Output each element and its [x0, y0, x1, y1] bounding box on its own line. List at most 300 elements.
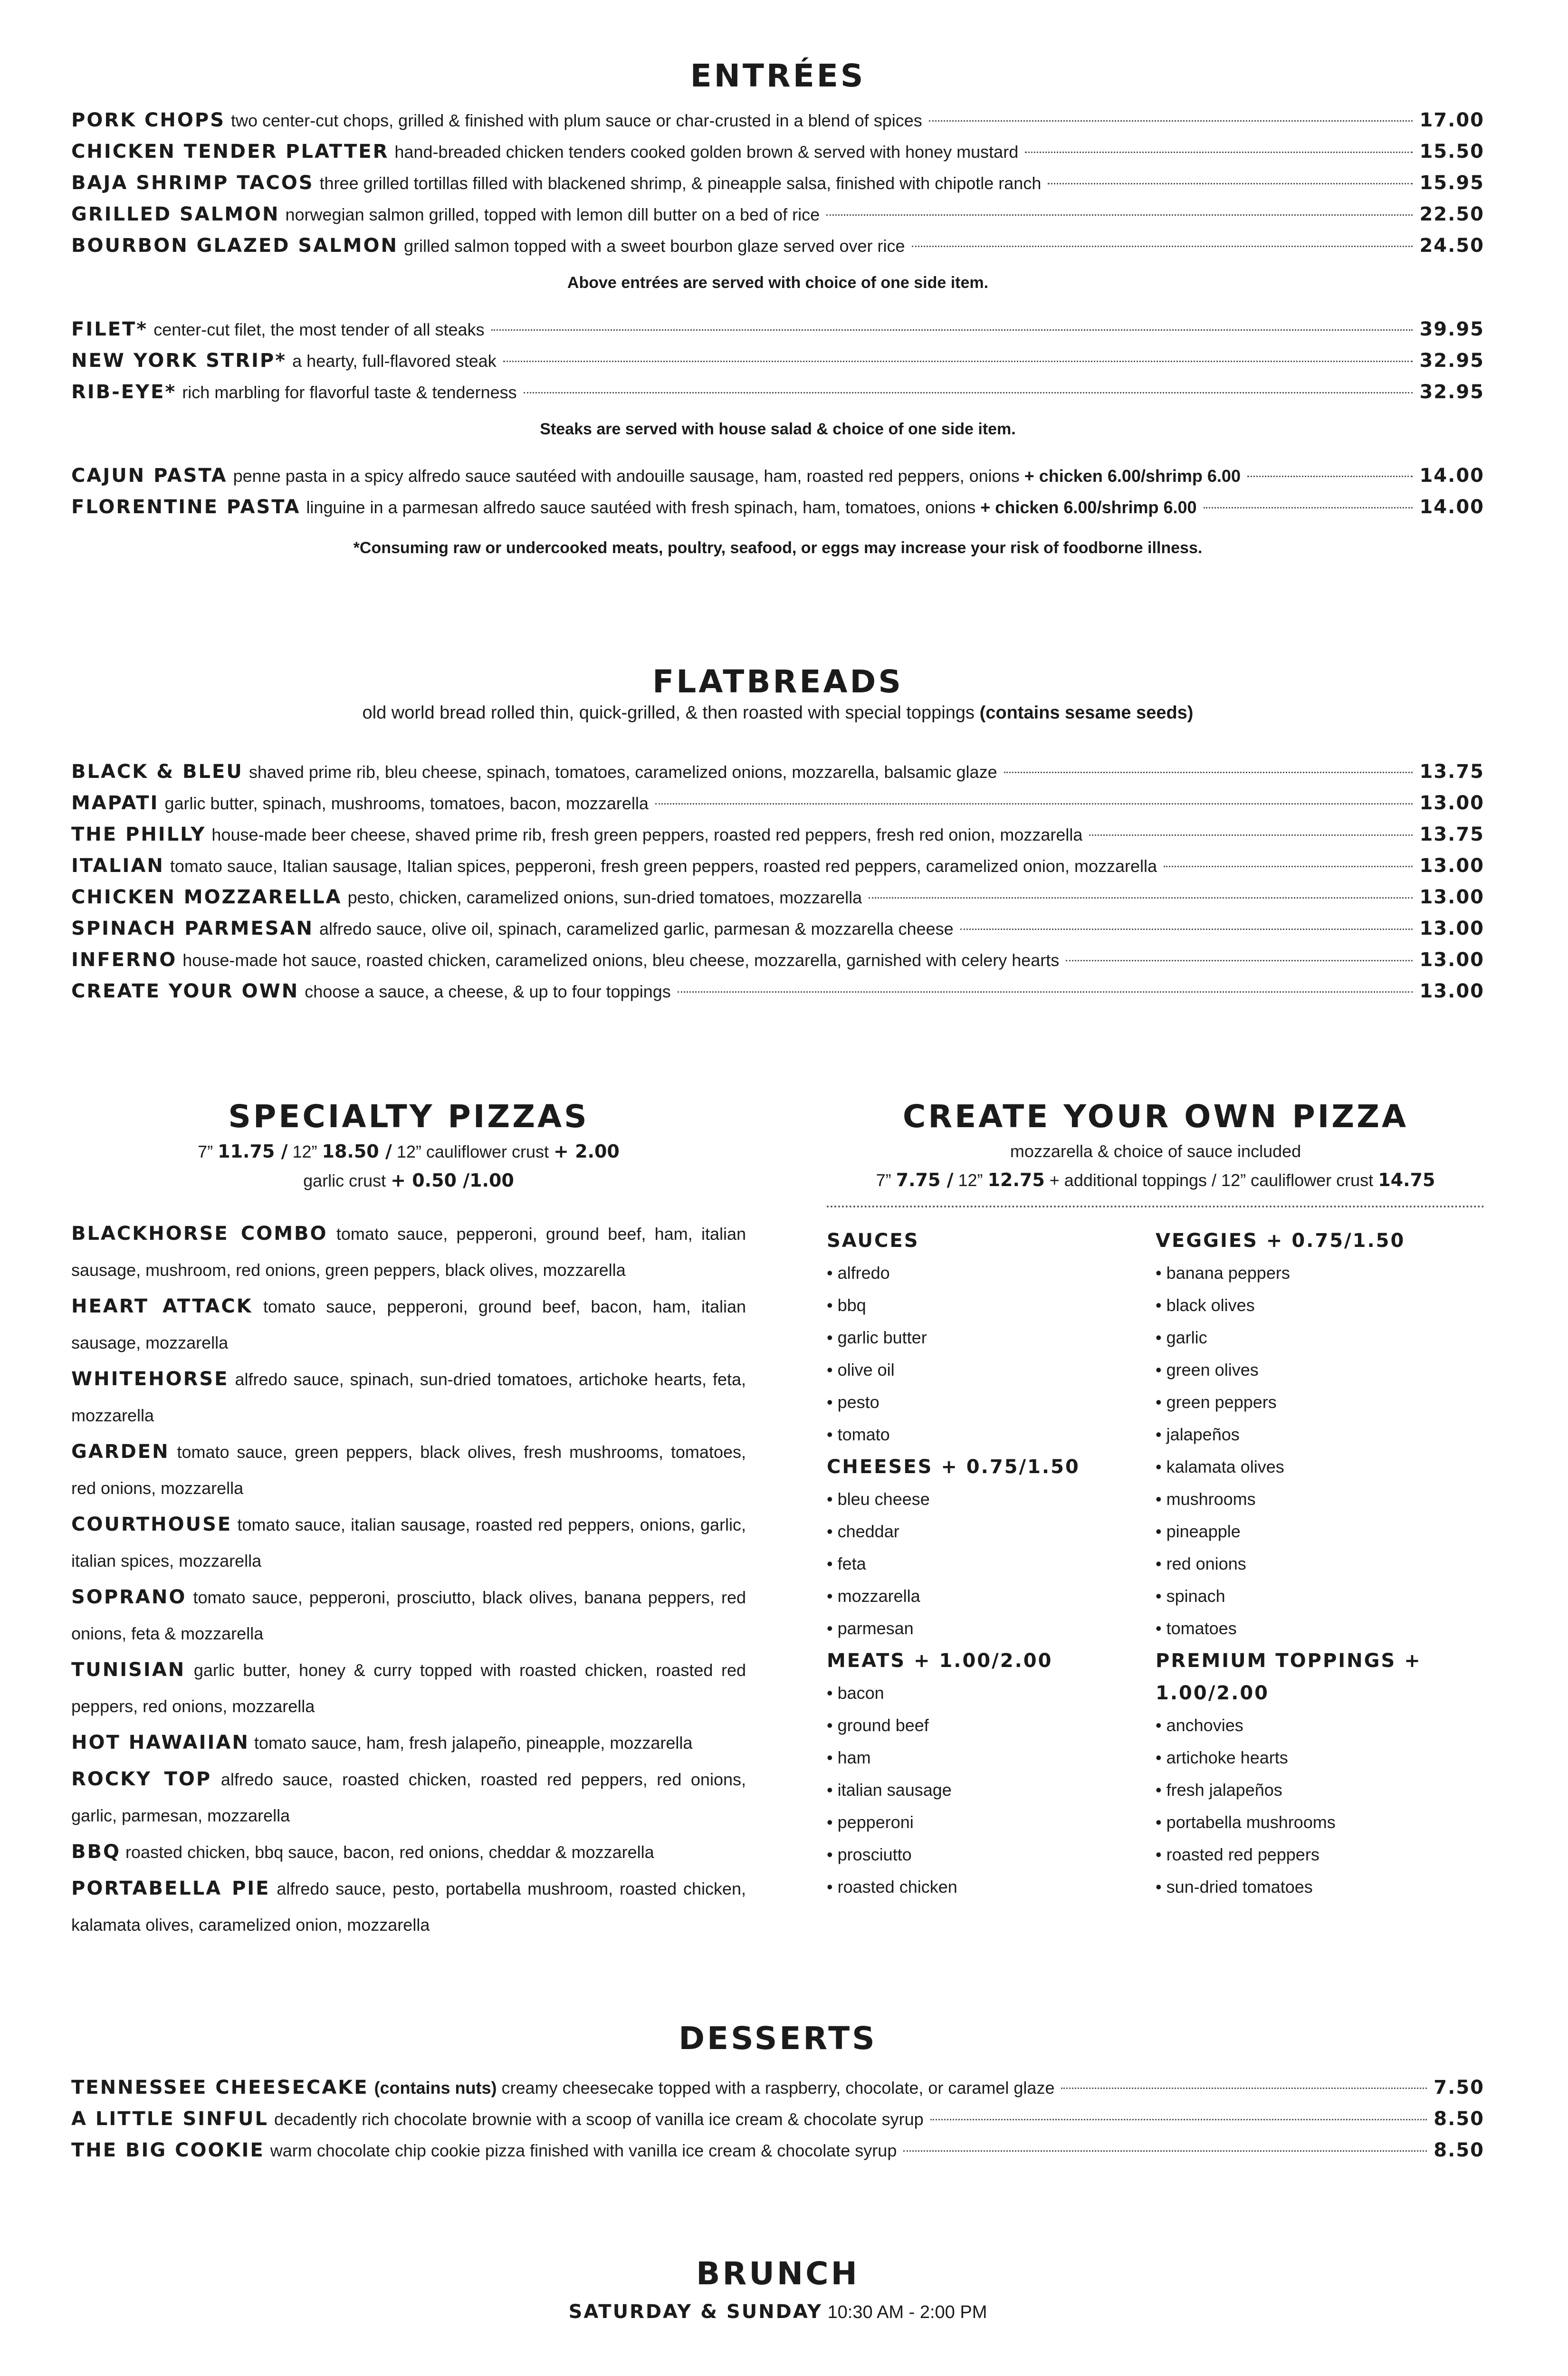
flatbread-item [71, 976, 1484, 1007]
byo-cauliflower-price: 14.75 [1378, 1169, 1435, 1190]
topping-label: bacon [837, 1683, 884, 1703]
bullet-icon: • [827, 1554, 838, 1573]
item-price: 13.00 [1419, 918, 1484, 939]
bullet-icon: • [827, 1522, 838, 1541]
item-description [394, 136, 1018, 168]
pizza-name: HOT HAWAIIAN [71, 1732, 249, 1753]
topping-label: parmesan [837, 1619, 914, 1638]
item-price: 13.00 [1419, 855, 1484, 877]
item-price: 13.00 [1419, 792, 1484, 814]
topping-option [827, 1774, 1156, 1806]
item-name: A LITTLE SINFUL [71, 2108, 268, 2130]
item-price: 13.75 [1419, 824, 1484, 845]
specialty-price-line [71, 1136, 746, 1168]
item-price: 17.00 [1419, 109, 1484, 131]
item-price: 14.00 [1419, 465, 1484, 487]
specialty-pizza-item [71, 1870, 746, 1943]
topping-label: red onions [1166, 1554, 1246, 1573]
topping-option [827, 1418, 1156, 1451]
item-description [374, 2072, 1055, 2104]
item-description [285, 199, 820, 230]
bullet-icon: • [1156, 1295, 1166, 1315]
pizza-name: BLACKHORSE COMBO [71, 1223, 328, 1245]
dot-leader [903, 2150, 1427, 2152]
steaks-note: Steaks are served with house salad & choice of one side item. [540, 420, 1016, 438]
item-name: BLACK & BLEU [71, 761, 243, 783]
specialty-title: SPECIALTY PIZZAS [228, 1098, 589, 1135]
topping-option [827, 1257, 1156, 1289]
topping-label: olive oil [837, 1360, 895, 1380]
topping-label: spinach [1166, 1586, 1225, 1606]
item-description [306, 492, 1196, 523]
item-price: 22.50 [1419, 203, 1484, 225]
item-name: FILET* [71, 318, 148, 340]
topping-option [1156, 1806, 1484, 1839]
item-description [231, 105, 922, 136]
bullet-icon: • [827, 1619, 838, 1638]
topping-label: green peppers [1166, 1392, 1277, 1412]
brunch-title: BRUNCH [696, 2255, 860, 2292]
item-addon: + chicken 6.00/shrimp 6.00 [980, 498, 1197, 517]
pizza-name: SOPRANO [71, 1586, 187, 1608]
item-price: 13.75 [1419, 761, 1484, 783]
dot-leader [655, 803, 1413, 805]
garlic-crust-label: garlic crust [303, 1171, 386, 1190]
specialty-list [71, 1216, 746, 1943]
dot-leader [929, 120, 1413, 122]
flatbreads-subtitle [71, 701, 1484, 725]
specialty-pizza-item [71, 1361, 746, 1434]
topping-label: italian sausage [837, 1780, 952, 1800]
bullet-icon: • [1156, 1328, 1166, 1347]
pizza-description: tomato sauce, pepperoni, prosciutto, black olives, banana peppers, red onions, feta & mozzarella [71, 1588, 746, 1643]
brunch-hours: 10:30 AM - 2:00 PM [827, 2302, 987, 2322]
bullet-icon: • [827, 1360, 838, 1380]
specialty-pizza-item [71, 1288, 746, 1361]
item-description-text: penne pasta in a spicy alfredo sauce sautéed with andouille sausage, ham, roasted red peppers, onions [233, 466, 1020, 486]
item-price: 14.00 [1419, 496, 1484, 518]
topping-option [1156, 1386, 1484, 1418]
topping-option [827, 1289, 1156, 1322]
topping-label: roasted chicken [837, 1877, 957, 1897]
entrees-note: Above entrées are served with choice of one side item. [567, 274, 989, 292]
byo-left-column [827, 1225, 1156, 1903]
bullet-icon: • [827, 1295, 838, 1315]
item-description [305, 976, 671, 1007]
dot-leader [1025, 152, 1413, 153]
item-name: CREATE YOUR OWN [71, 980, 299, 1002]
topping-option [827, 1677, 1156, 1709]
pizza-name: TUNISIAN [71, 1659, 186, 1681]
flatbread-item [71, 944, 1484, 976]
pizza-name: ROCKY TOP [71, 1768, 212, 1790]
item-price: 13.00 [1419, 949, 1484, 971]
price-12: 18.50 / [322, 1141, 392, 1162]
bullet-icon: • [1156, 1780, 1166, 1800]
dot-leader [1048, 183, 1413, 184]
topping-option [1156, 1257, 1484, 1289]
item-description-text: center-cut filet, the most tender of all steaks [153, 320, 485, 339]
item-description [319, 913, 954, 945]
item-description-text: house-made beer cheese, shaved prime rib, fresh green peppers, roasted red peppers, fresh red onion, mozzarella [211, 825, 1083, 844]
item-name: MAPATI [71, 792, 159, 814]
pizza-name: GARDEN [71, 1441, 170, 1463]
pizza-description: alfredo sauce, pesto, portabella mushroom, roasted chicken, kalamata olives, caramelized onion, mozzarella [71, 1879, 746, 1935]
dot-leader [1204, 507, 1413, 508]
price-7: 11.75 / [218, 1141, 288, 1162]
item-name: BAJA SHRIMP TACOS [71, 172, 314, 194]
byo-title: CREATE YOUR OWN PIZZA [902, 1098, 1409, 1135]
garlic-crust-line [71, 1165, 746, 1197]
byo-size-7: 7” [876, 1170, 891, 1190]
item-description [274, 2104, 924, 2135]
topping-option [827, 1806, 1156, 1839]
item-price: 24.50 [1419, 235, 1484, 257]
topping-label: pineapple [1166, 1522, 1241, 1541]
topping-option [1156, 1580, 1484, 1612]
item-name: INFERNO [71, 949, 177, 971]
flatbreads-allergen: (contains sesame seeds) [979, 703, 1194, 723]
item-description [249, 757, 997, 788]
topping-option [827, 1742, 1156, 1774]
dot-leader [1089, 834, 1413, 836]
item-description-text: norwegian salmon grilled, topped with lemon dill butter on a bed of rice [285, 205, 820, 224]
bullet-icon: • [1156, 1554, 1166, 1573]
specialty-pizza-item [71, 1834, 746, 1870]
topping-option [827, 1871, 1156, 1903]
item-description-text: two center-cut chops, grilled & finished with plum sauce or char-crusted in a blend of spices [231, 111, 922, 130]
pizza-name: PORTABELLA PIE [71, 1878, 270, 1899]
item-addon: + chicken 6.00/shrimp 6.00 [1024, 466, 1241, 486]
pizza-description: tomato sauce, green peppers, black olives, fresh mushrooms, tomatoes, red onions, mozzarella [71, 1442, 746, 1498]
bullet-icon: • [827, 1683, 838, 1703]
item-name: RIB-EYE* [71, 381, 177, 403]
byo-price-12: 12.75 [987, 1169, 1045, 1190]
dot-leader [912, 246, 1413, 247]
byo-size-12: 12” [958, 1170, 983, 1190]
pizza-description: alfredo sauce, roasted chicken, roasted red peppers, red onions, garlic, parmesan, mozzarella [71, 1770, 746, 1825]
entree-item [71, 199, 1484, 230]
pizza-description: alfredo sauce, spinach, sun-dried tomatoes, artichoke hearts, feta, mozzarella [71, 1370, 746, 1425]
entrees-section [71, 57, 1484, 560]
topping-option [1156, 1742, 1484, 1774]
topping-label: kalamata olives [1166, 1457, 1284, 1476]
dot-leader [869, 897, 1413, 899]
bullet-icon: • [1156, 1586, 1166, 1606]
topping-label: ham [837, 1748, 871, 1767]
bullet-icon: • [1156, 1425, 1166, 1444]
topping-label: banana peppers [1166, 1263, 1290, 1283]
pizza-name: HEART ATTACK [71, 1295, 253, 1317]
flatbread-item [71, 787, 1484, 819]
pizza-description: garlic butter, honey & curry topped with roasted chicken, roasted red peppers, red onions, mozzarella [71, 1660, 746, 1716]
item-description [270, 2135, 897, 2166]
bullet-icon: • [1156, 1522, 1166, 1541]
topping-option [1156, 1612, 1484, 1645]
item-description-text: rich marbling for flavorful taste & tenderness [182, 383, 517, 402]
topping-option [1156, 1774, 1484, 1806]
item-price: 39.95 [1419, 318, 1484, 340]
item-name: GRILLED SALMON [71, 203, 280, 225]
topping-option [827, 1580, 1156, 1612]
bullet-icon: • [827, 1748, 838, 1767]
item-description [404, 230, 905, 262]
byo-price-line [827, 1164, 1484, 1196]
item-description [170, 851, 1157, 882]
bullet-icon: • [1156, 1845, 1166, 1864]
specialty-pizza-item [71, 1506, 746, 1579]
bullet-icon: • [1156, 1812, 1166, 1832]
entree-item [71, 167, 1484, 199]
flatbread-list [71, 756, 1484, 1007]
item-description-text: decadently rich chocolate brownie with a scoop of vanilla ice cream & chocolate syrup [274, 2109, 924, 2129]
topping-label: pepperoni [837, 1812, 914, 1832]
topping-option [827, 1483, 1156, 1515]
item-description-text: choose a sauce, a cheese, & up to four toppings [305, 982, 671, 1001]
bullet-icon: • [1156, 1263, 1166, 1283]
dot-leader [491, 329, 1413, 331]
pizza-name: COURTHOUSE [71, 1514, 232, 1535]
topping-label: ground beef [837, 1715, 929, 1735]
bullet-icon: • [1156, 1360, 1166, 1380]
create-your-own-section [827, 1098, 1484, 1903]
item-description-text: linguine in a parmesan alfredo sauce sautéed with fresh spinach, ham, tomatoes, onions [306, 498, 976, 517]
dessert-item [71, 2135, 1484, 2166]
item-name: THE PHILLY [71, 824, 206, 845]
item-price: 13.00 [1419, 886, 1484, 908]
pasta-item [71, 491, 1484, 523]
dot-leader [678, 991, 1413, 993]
topping-label: anchovies [1166, 1715, 1243, 1735]
item-description [153, 314, 484, 345]
topping-group-title: MEATS + 1.00/2.00 [827, 1650, 1053, 1672]
specialty-pizza-item [71, 1761, 746, 1834]
item-name: THE BIG COOKIE [71, 2139, 265, 2161]
desserts-section [71, 2020, 1484, 2166]
flatbreads-subtitle-text: old world bread rolled thin, quick-grilled, & then roasted with special toppings [362, 703, 975, 723]
item-price: 15.50 [1419, 141, 1484, 163]
dot-leader [930, 2119, 1427, 2120]
item-description-text: a hearty, full-flavored steak [292, 351, 497, 371]
steak-item [71, 314, 1484, 345]
pizza-description: roasted chicken, bbq sauce, bacon, red onions, cheddar & mozzarella [125, 1842, 654, 1862]
item-description-text: grilled salmon topped with a sweet bourbon glaze served over rice [403, 236, 905, 256]
topping-label: artichoke hearts [1166, 1748, 1288, 1767]
topping-option [827, 1612, 1156, 1645]
brunch-hours-line [71, 2298, 1484, 2327]
bullet-icon: • [827, 1715, 838, 1735]
bullet-icon: • [1156, 1877, 1166, 1897]
topping-label: bbq [837, 1295, 866, 1315]
bullet-icon: • [827, 1489, 838, 1509]
topping-option [827, 1322, 1156, 1354]
topping-option [827, 1839, 1156, 1871]
bullet-icon: • [827, 1328, 838, 1347]
pizza-description: tomato sauce, pepperoni, ground beef, ham, italian sausage, mushroom, red onions, green peppers, black olives, mozzarella [71, 1224, 746, 1280]
dot-leader [1061, 2088, 1427, 2089]
steak-list [71, 314, 1484, 408]
bullet-icon: • [827, 1392, 838, 1412]
desserts-title: DESSERTS [679, 2020, 877, 2057]
topping-option [1156, 1709, 1484, 1742]
topping-option [1156, 1839, 1484, 1871]
topping-label: garlic butter [837, 1328, 927, 1347]
topping-label: mozzarella [837, 1586, 920, 1606]
byo-additional-label: + additional toppings / 12” cauliflower crust [1049, 1170, 1374, 1190]
item-price: 8.50 [1434, 2108, 1484, 2130]
topping-label: black olives [1166, 1295, 1255, 1315]
topping-option [1156, 1289, 1484, 1322]
steak-item [71, 345, 1484, 376]
item-price: 15.95 [1419, 172, 1484, 194]
entree-item [71, 136, 1484, 167]
topping-option [1156, 1515, 1484, 1548]
dot-leader [1164, 866, 1413, 867]
topping-option [827, 1386, 1156, 1418]
bullet-icon: • [827, 1845, 838, 1864]
entree-item [71, 230, 1484, 261]
cauliflower-label: 12” cauliflower crust [396, 1142, 549, 1161]
item-description [182, 377, 516, 408]
size-7: 7” [198, 1142, 213, 1161]
item-description [182, 945, 1059, 976]
item-description-text: pesto, chicken, caramelized onions, sun-dried tomatoes, mozzarella [347, 888, 862, 907]
dot-leader [960, 929, 1413, 930]
item-name: TENNESSEE CHEESECAKE [71, 2077, 369, 2098]
item-description [233, 460, 1241, 492]
item-description [164, 788, 648, 819]
byo-price-7: 7.75 / [896, 1169, 954, 1190]
topping-option [1156, 1483, 1484, 1515]
topping-label: green olives [1166, 1360, 1259, 1380]
byo-columns [827, 1225, 1484, 1903]
topping-option [1156, 1871, 1484, 1903]
dot-leader [826, 214, 1413, 216]
item-name: NEW YORK STRIP* [71, 350, 287, 372]
brunch-section [71, 2255, 1484, 2327]
flatbreads-section [71, 663, 1484, 1007]
bullet-icon: • [827, 1877, 838, 1897]
topping-option [827, 1354, 1156, 1386]
topping-group-title: VEGGIES + 0.75/1.50 [1156, 1230, 1405, 1252]
item-description [211, 819, 1082, 851]
item-description-text: warm chocolate chip cookie pizza finished with vanilla ice cream & chocolate syrup [270, 2141, 897, 2160]
topping-label: sun-dried tomatoes [1166, 1877, 1313, 1897]
dot-leader [1247, 476, 1413, 477]
bullet-icon: • [827, 1263, 838, 1283]
bullet-icon: • [827, 1812, 838, 1832]
flatbread-item [71, 913, 1484, 944]
dessert-item [71, 2103, 1484, 2135]
item-description [292, 345, 497, 377]
bullet-icon: • [827, 1780, 838, 1800]
specialty-pizza-item [71, 1216, 746, 1288]
cauliflower-price: + 2.00 [554, 1141, 620, 1162]
flatbread-item [71, 756, 1484, 787]
specialty-pizzas-section [71, 1098, 746, 1943]
bullet-icon: • [1156, 1748, 1166, 1767]
topping-option [1156, 1418, 1484, 1451]
item-description-text: garlic butter, spinach, mushrooms, tomatoes, bacon, mozzarella [164, 794, 649, 813]
item-description [348, 882, 862, 913]
flatbread-item [71, 850, 1484, 881]
topping-label: alfredo [837, 1263, 890, 1283]
flatbread-item [71, 819, 1484, 850]
topping-label: bleu cheese [837, 1489, 930, 1509]
item-description-text: three grilled tortillas filled with blackened shrimp, & pineapple salsa, finished with chipotle ranch [319, 173, 1042, 193]
item-price: 32.95 [1419, 350, 1484, 372]
topping-label: jalapeños [1166, 1425, 1240, 1444]
item-description-text: hand-breaded chicken tenders cooked golden brown & served with honey mustard [394, 142, 1019, 162]
item-description [320, 168, 1042, 199]
item-description-text: creamy cheesecake topped with a raspberry, chocolate, or caramel glaze [501, 2078, 1055, 2098]
item-price: 7.50 [1434, 2077, 1484, 2098]
item-price: 8.50 [1434, 2139, 1484, 2161]
item-price: 13.00 [1419, 980, 1484, 1002]
topping-label: mushrooms [1166, 1489, 1256, 1509]
topping-option [827, 1515, 1156, 1548]
topping-option [1156, 1451, 1484, 1483]
entree-list [71, 105, 1484, 261]
pizza-description: tomato sauce, pepperoni, ground beef, bacon, ham, italian sausage, mozzarella [71, 1297, 746, 1352]
pasta-item [71, 460, 1484, 491]
topping-option [1156, 1354, 1484, 1386]
pizza-description: tomato sauce, ham, fresh jalapeño, pineapple, mozzarella [254, 1733, 693, 1753]
item-description-text: alfredo sauce, olive oil, spinach, caramelized garlic, parmesan & mozzarella cheese [319, 919, 954, 939]
item-description-text: tomato sauce, Italian sausage, Italian spices, pepperoni, fresh green peppers, roasted red peppers, caramelized onion, mozzarella [170, 856, 1157, 876]
topping-group-title: CHEESES + 0.75/1.50 [827, 1456, 1080, 1478]
item-name: CHICKEN TENDER PLATTER [71, 141, 389, 163]
bullet-icon: • [1156, 1619, 1166, 1638]
dot-leader [503, 361, 1413, 362]
topping-label: pesto [837, 1392, 880, 1412]
bullet-icon: • [1156, 1457, 1166, 1476]
dot-leader [524, 392, 1413, 393]
item-name: FLORENTINE PASTA [71, 496, 301, 518]
size-12: 12” [292, 1142, 317, 1161]
topping-option [1156, 1548, 1484, 1580]
item-name: ITALIAN [71, 855, 164, 877]
foodborne-note: *Consuming raw or undercooked meats, poultry, seafood, or eggs may increase your risk of foodborne illness. [353, 539, 1203, 557]
item-name: CHICKEN MOZZARELLA [71, 886, 342, 908]
flatbread-item [71, 881, 1484, 913]
item-description-text: shaved prime rib, bleu cheese, spinach, tomatoes, caramelized onions, mozzarella, balsamic glaze [249, 762, 997, 782]
topping-label: cheddar [837, 1522, 899, 1541]
bullet-icon: • [1156, 1392, 1166, 1412]
byo-line1: mozzarella & choice of sauce included [1010, 1141, 1301, 1161]
topping-label: tomato [837, 1425, 890, 1444]
byo-right-column [1156, 1225, 1484, 1903]
dessert-list [71, 2072, 1484, 2166]
bullet-icon: • [827, 1586, 838, 1606]
brunch-days: SATURDAY & SUNDAY [568, 2301, 822, 2323]
bullet-icon: • [1156, 1715, 1166, 1735]
pizza-name: WHITEHORSE [71, 1368, 229, 1390]
entrees-title: ENTRÉES [690, 57, 866, 94]
topping-label: tomatoes [1166, 1619, 1237, 1638]
item-name: BOURBON GLAZED SALMON [71, 235, 398, 257]
bullet-icon: • [1156, 1489, 1166, 1509]
item-name: SPINACH PARMESAN [71, 918, 314, 939]
topping-label: prosciutto [837, 1845, 912, 1864]
topping-option [1156, 1322, 1484, 1354]
bullet-icon: • [827, 1425, 838, 1444]
pizza-description: tomato sauce, italian sausage, roasted red peppers, onions, garlic, italian spices, mozzarella [71, 1515, 746, 1571]
item-name: PORK CHOPS [71, 109, 226, 131]
topping-label: feta [837, 1554, 866, 1573]
item-description-text: house-made hot sauce, roasted chicken, caramelized onions, bleu cheese, mozzarella, garnished with celery hearts [182, 950, 1060, 970]
item-price: 32.95 [1419, 381, 1484, 403]
